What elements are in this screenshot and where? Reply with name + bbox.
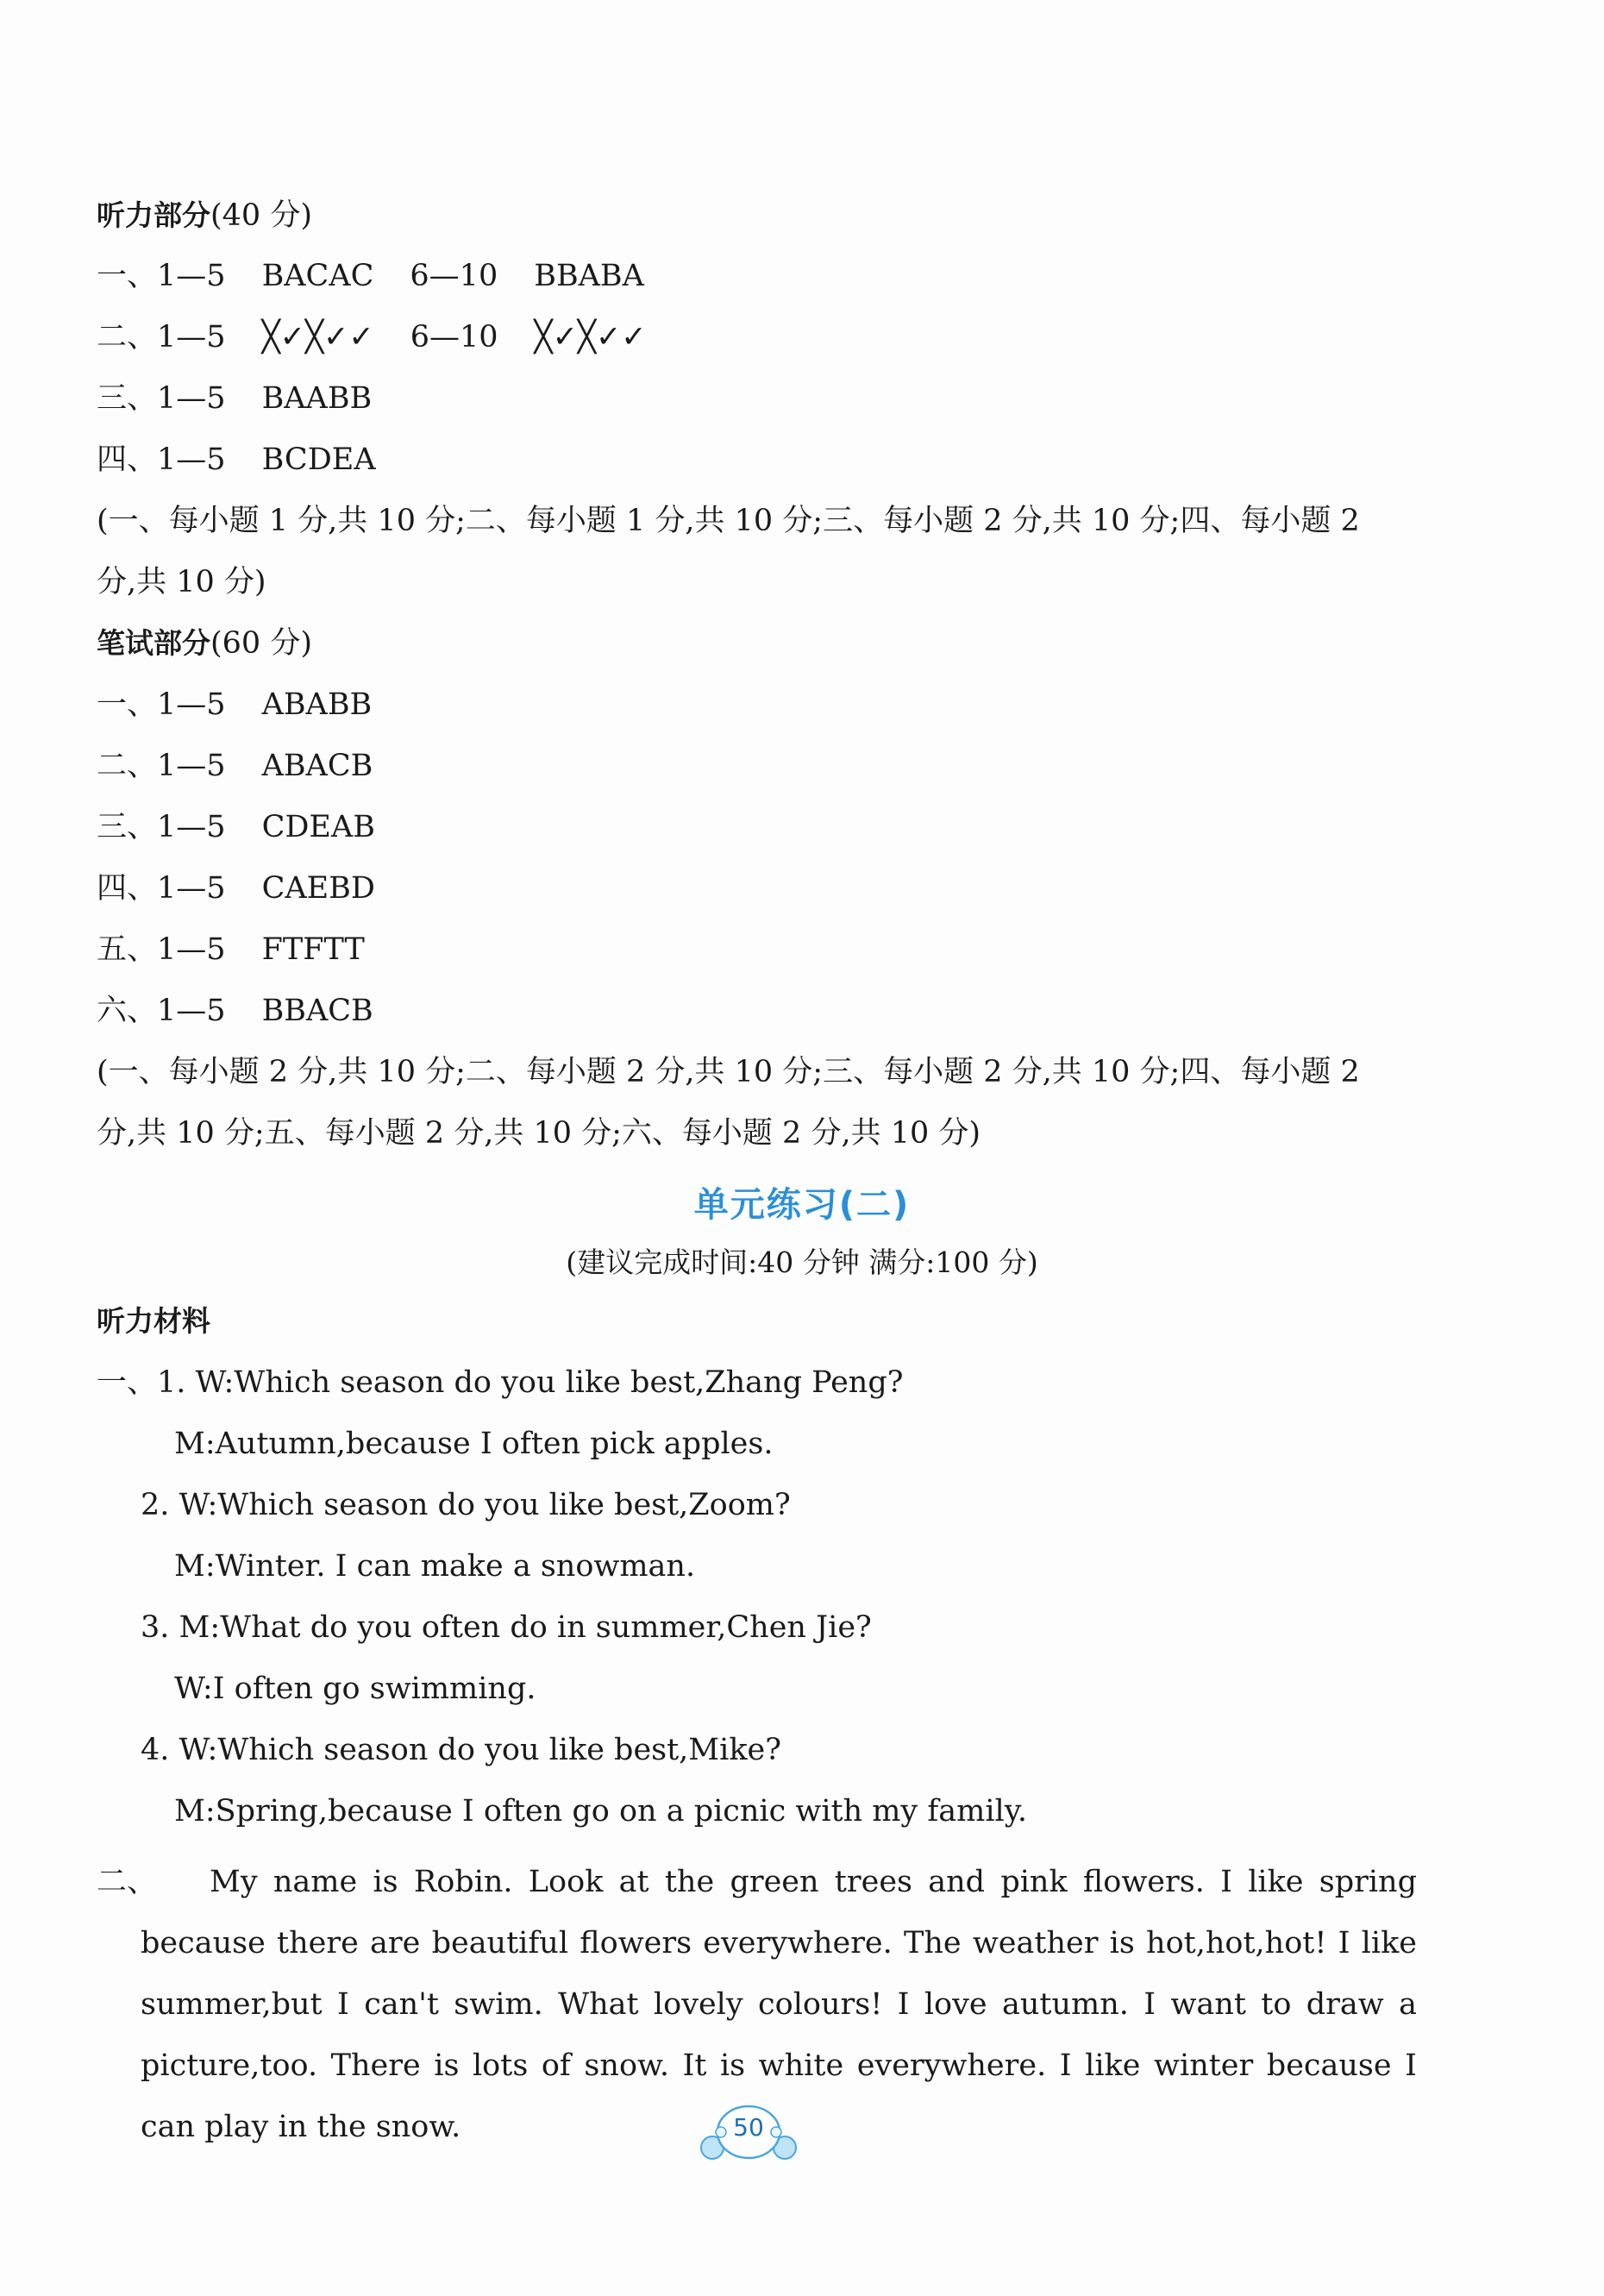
answer-label: 一、 bbox=[97, 259, 158, 293]
passage-label: 二、 bbox=[97, 1865, 158, 1899]
answer-label: 五、 bbox=[97, 932, 158, 967]
writing-answer-row bbox=[97, 684, 372, 725]
answer-range: 1—5 bbox=[157, 259, 226, 293]
listening-answer-row bbox=[97, 378, 372, 419]
writing-answer-row bbox=[97, 868, 375, 909]
answer-range: 1—5 bbox=[157, 994, 226, 1028]
dialogue-number: 3. bbox=[141, 1610, 170, 1645]
answer-range: 1—5 bbox=[157, 871, 226, 906]
dialogue-text: M:What do you often do in summer,Chen Jie? bbox=[179, 1610, 872, 1645]
answer-value: FTFTT bbox=[261, 932, 365, 967]
answer-value: CDEAB bbox=[261, 810, 375, 844]
answer-range: 1—5 bbox=[157, 810, 226, 844]
dialogue-number: 一、1. bbox=[97, 1365, 186, 1400]
listening-answer-row bbox=[97, 439, 376, 480]
dialogue-text: W:Which season do you like best,Zoom? bbox=[179, 1488, 791, 1522]
answer-value: BCDEA bbox=[261, 442, 376, 477]
answer-label: 四、 bbox=[97, 871, 158, 906]
dialogue-number: 2. bbox=[141, 1488, 170, 1522]
answer-value: BBACB bbox=[261, 994, 373, 1028]
answer-range: 6—10 bbox=[410, 259, 498, 293]
listening-heading: 听力部分 bbox=[97, 198, 210, 232]
writing-answer-row bbox=[97, 990, 373, 1032]
answer-range: 1—5 bbox=[157, 932, 226, 967]
unit-title: 单元练习(二) bbox=[693, 1185, 911, 1225]
writing-heading-line bbox=[97, 623, 312, 664]
answer-value: BBABA bbox=[534, 259, 644, 293]
answer-value: ABACB bbox=[261, 749, 373, 783]
answer-label: 二、 bbox=[97, 749, 158, 783]
dialogue-line bbox=[141, 1484, 791, 1526]
answer-range: 1—5 bbox=[157, 749, 226, 783]
dialogue-text: W:Which season do you like best,Zhang Peng? bbox=[195, 1365, 904, 1400]
passage-text: My name is Robin. Look at the green trees and pink flowers. I like spring because there are beautiful flowers everywhere. The weather is hot,hot,hot! I like summer,but I can't swim. What lovely colours! I love autumn. I want to draw a picture,too. There is lots of snow. It is white everywhere. I like winter because I can play in the snow. bbox=[141, 1865, 1417, 2144]
answer-value: CAEBD bbox=[261, 871, 375, 906]
listening-score-note-cont: 分,共 10 分) bbox=[97, 565, 266, 599]
material-heading: 听力材料 bbox=[97, 1304, 210, 1338]
dialogue-line bbox=[141, 1729, 781, 1771]
answer-range: 1—5 bbox=[157, 442, 226, 477]
unit-subtitle: (建议完成时间:40 分钟 满分:100 分) bbox=[566, 1245, 1038, 1279]
dialogue-reply: M:Winter. I can make a snowman. bbox=[174, 1549, 696, 1584]
answer-value: BACAC bbox=[261, 259, 374, 293]
answer-label: 六、 bbox=[97, 994, 158, 1028]
answer-label: 四、 bbox=[97, 442, 158, 477]
dialogue-number: 4. bbox=[141, 1733, 170, 1767]
answer-range: 6—10 bbox=[410, 320, 498, 354]
writing-answer-row bbox=[97, 745, 373, 787]
listening-score: (40 分) bbox=[210, 198, 312, 233]
answer-label: 三、 bbox=[97, 381, 158, 416]
dialogue-text: W:Which season do you like best,Mike? bbox=[179, 1733, 782, 1767]
writing-answer-row bbox=[97, 806, 375, 848]
dialogue-line bbox=[97, 1362, 904, 1403]
answer-label: 二、 bbox=[97, 320, 158, 354]
writing-score-note-cont: 分,共 10 分;五、每小题 2 分,共 10 分;六、每小题 2 分,共 10 分) bbox=[97, 1116, 981, 1151]
listening-score-note: (一、每小题 1 分,共 10 分;二、每小题 1 分,共 10 分;三、每小题 2 分,共 10 分;四、每小题 2 bbox=[97, 504, 1360, 538]
answer-label: 三、 bbox=[97, 810, 158, 844]
page-number-badge bbox=[697, 2103, 800, 2163]
answer-value: ╳✓╳✓✓ bbox=[534, 320, 647, 354]
answer-label: 一、 bbox=[97, 687, 158, 722]
answer-value: BAABB bbox=[261, 381, 373, 416]
dialogue-reply: M:Spring,because I often go on a picnic with my family. bbox=[174, 1794, 1027, 1829]
dialogue-line bbox=[141, 1607, 872, 1648]
listening-heading-line bbox=[97, 195, 312, 236]
page-number: 50 bbox=[733, 2113, 764, 2142]
listening-answer-row bbox=[97, 317, 647, 358]
dialogue-reply: W:I often go swimming. bbox=[174, 1672, 536, 1706]
writing-answer-row bbox=[97, 929, 365, 970]
writing-heading: 笔试部分 bbox=[97, 626, 210, 660]
writing-score: (60 分) bbox=[210, 626, 312, 661]
writing-score-note: (一、每小题 2 分,共 10 分;二、每小题 2 分,共 10 分;三、每小题 2 分,共 10 分;四、每小题 2 bbox=[97, 1055, 1360, 1089]
listening-answer-row bbox=[97, 255, 644, 297]
answer-range: 1—5 bbox=[157, 687, 226, 722]
dialogue-reply: M:Autumn,because I often pick apples. bbox=[174, 1427, 774, 1461]
answer-value: ╳✓╳✓✓ bbox=[261, 320, 374, 354]
answer-range: 1—5 bbox=[157, 381, 226, 416]
material-heading-line bbox=[97, 1301, 210, 1342]
answer-value: ABABB bbox=[261, 687, 373, 722]
answer-range: 1—5 bbox=[157, 320, 226, 354]
